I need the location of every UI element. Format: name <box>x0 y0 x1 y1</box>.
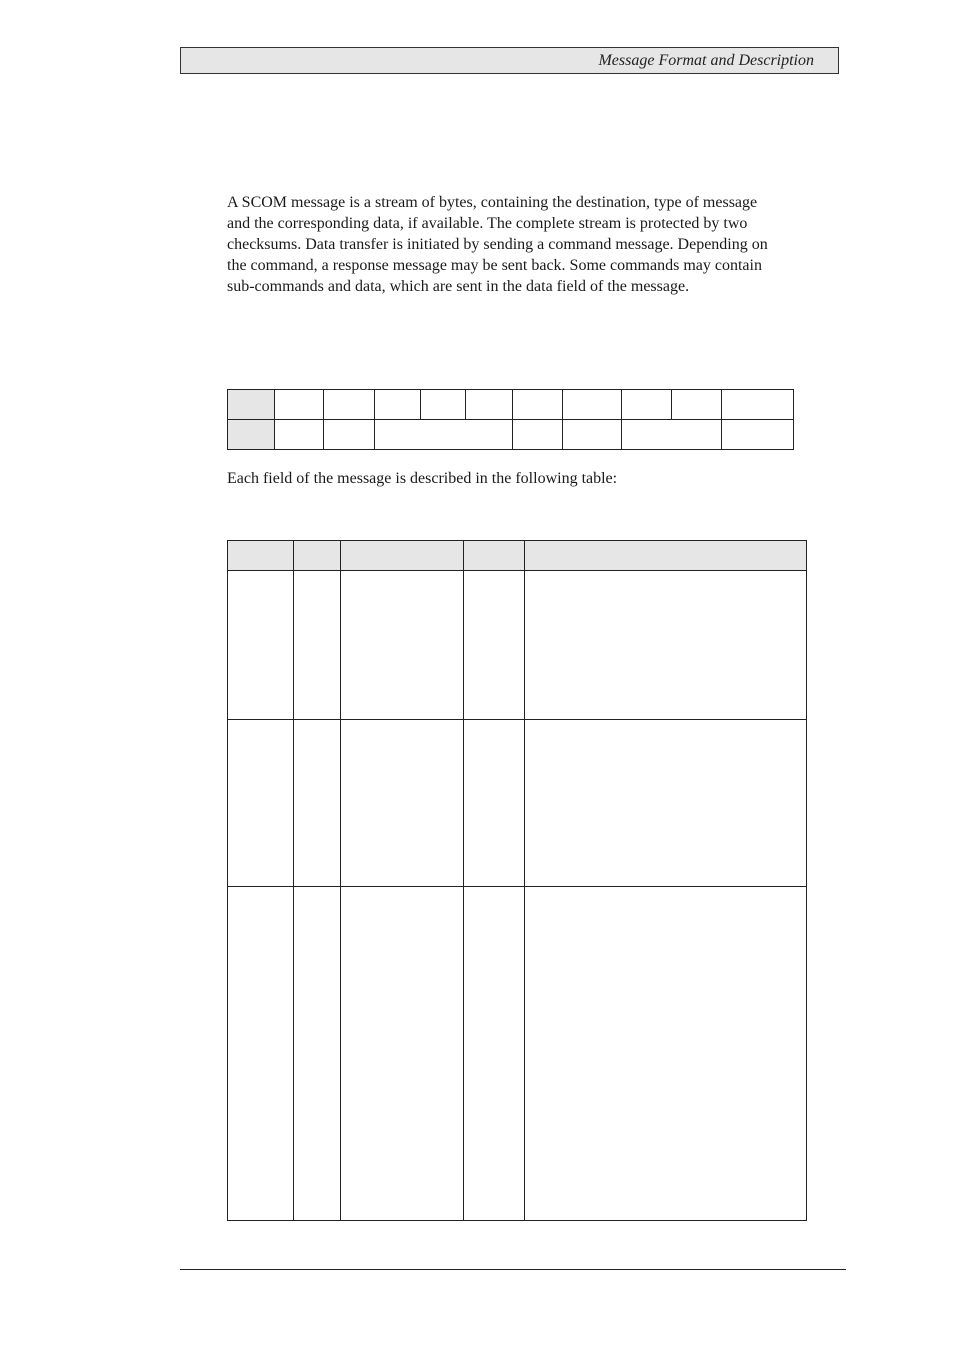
intro-line: A SCOM message is a stream of bytes, containing the destination, type of message <box>227 194 758 211</box>
frame-row-fields <box>228 390 794 420</box>
frame-cell <box>722 420 794 450</box>
column-header <box>464 541 525 571</box>
table-cell <box>294 720 341 887</box>
table-header-row <box>228 541 807 571</box>
frame-cell <box>722 390 794 420</box>
table-cell <box>228 720 294 887</box>
frame-cell <box>466 390 513 420</box>
header-title: Message Format and Description <box>598 52 814 69</box>
frame-cell <box>375 390 421 420</box>
table-cell <box>464 571 525 720</box>
field-description-table <box>227 540 807 1221</box>
intro-line: the command, a response message may be sent back. Some commands may contain <box>227 257 762 274</box>
frame-cell <box>421 390 466 420</box>
table-cell <box>525 887 807 1221</box>
table-cell <box>464 720 525 887</box>
intro-line: and the corresponding data, if available. The complete stream is protected by two <box>227 215 748 232</box>
table-cell <box>228 887 294 1221</box>
frame-cell <box>275 420 324 450</box>
frame-cell <box>622 420 722 450</box>
table-cell <box>341 571 464 720</box>
frame-cell <box>275 390 324 420</box>
table-row <box>228 887 807 1221</box>
frame-cell <box>513 390 563 420</box>
frame-cell <box>672 390 722 420</box>
table-cell <box>228 571 294 720</box>
intro-paragraph <box>227 192 802 297</box>
intro-line: sub-commands and data, which are sent in the data field of the message. <box>227 278 690 295</box>
frame-row-header-cell <box>228 390 275 420</box>
table-row <box>228 720 807 887</box>
frame-cell <box>324 420 375 450</box>
frame-cell <box>563 420 622 450</box>
running-header <box>180 47 839 74</box>
frame-cell <box>563 390 622 420</box>
table-cell <box>525 720 807 887</box>
column-header <box>341 541 464 571</box>
frame-cell <box>622 390 672 420</box>
column-header <box>525 541 807 571</box>
footer-rule <box>180 1269 846 1270</box>
table-cell <box>294 887 341 1221</box>
frame-row-groups <box>228 420 794 450</box>
message-frame-table <box>227 389 794 450</box>
field-table-caption: Each field of the message is described in the following table: <box>227 470 618 487</box>
column-header <box>294 541 341 571</box>
table-cell <box>464 887 525 1221</box>
frame-cell <box>324 390 375 420</box>
table-cell <box>341 720 464 887</box>
table-cell <box>294 571 341 720</box>
frame-row-header-cell <box>228 420 275 450</box>
column-header <box>228 541 294 571</box>
table-row <box>228 571 807 720</box>
frame-cell <box>513 420 563 450</box>
frame-cell <box>375 420 513 450</box>
intro-line: checksums. Data transfer is initiated by sending a command message. Depending on <box>227 236 768 253</box>
table-cell <box>525 571 807 720</box>
table-cell <box>341 887 464 1221</box>
